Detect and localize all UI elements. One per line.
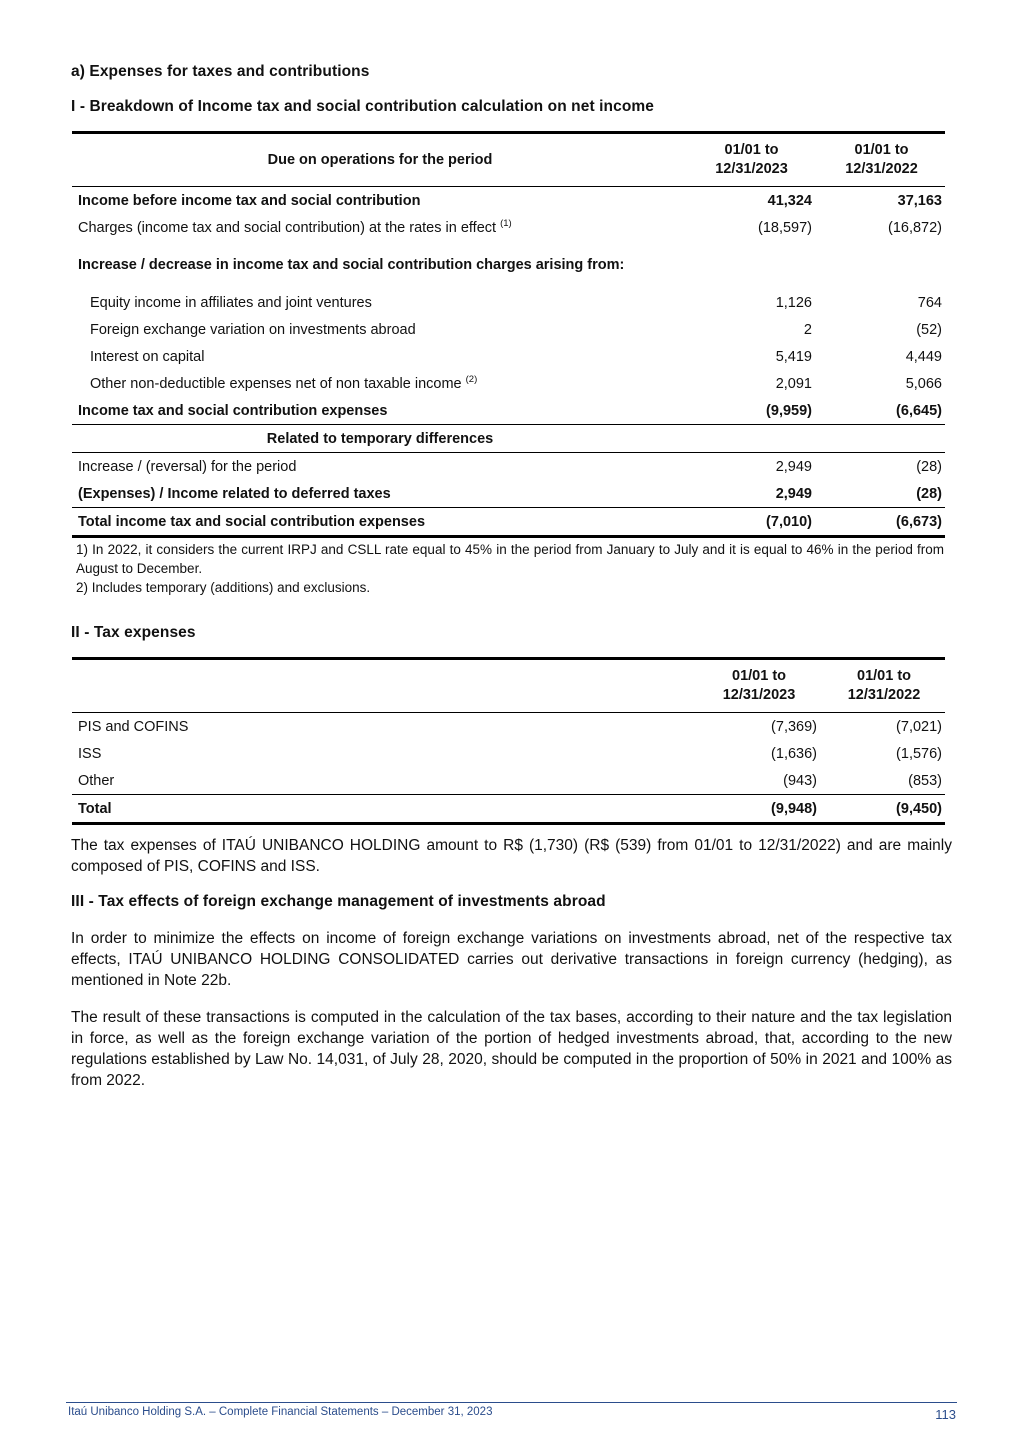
paragraph-hedging: In order to minimize the effects on income of foreign exchange variations on investments abroad, net of the respective tax effects, ITAÚ UNIBANCO HOLDING CONSOLIDATED carries out derivative transactions in foreign currency (hedging), as mentioned in Note 22b. — [71, 930, 952, 989]
row-value-2022: (16,872) — [887, 219, 942, 236]
row-value-2022: (9,450) — [820, 795, 945, 824]
table-header-row — [72, 133, 945, 187]
row-value-2022: (6,645) — [815, 397, 945, 425]
row-value-2022: (7,021) — [896, 718, 942, 735]
row-value-2022: (28) — [916, 458, 942, 475]
table-row — [72, 767, 945, 795]
heading-foreign-exchange: III - Tax effects of foreign exchange management of investments abroad — [71, 893, 606, 910]
table-row — [72, 214, 945, 241]
table-row — [72, 713, 945, 741]
table-row — [72, 289, 945, 316]
row-value-2023: 2,949 — [775, 485, 812, 502]
row-label-cell — [72, 370, 685, 397]
row-value-2023: 41,324 — [767, 192, 812, 209]
table-row — [72, 187, 945, 215]
row-value-2023: 2,949 — [775, 458, 812, 475]
footnote-1: 1) In 2022, it considers the current IRPJ and CSLL rate equal to 45% in the period from January to July and it is equal to 46% in the period from August to December. — [76, 542, 944, 576]
table-row — [72, 453, 945, 481]
header-col-2022 — [815, 133, 945, 187]
header-due-operations: Due on operations for the period — [72, 133, 685, 187]
footer-document-title: Itaú Unibanco Holding S.A. – Complete Financial Statements – December 31, 2023 — [68, 1406, 493, 1418]
row-label: Increase / decrease in income tax and social contribution charges arising from: — [78, 257, 625, 273]
row-value-2023: (1,636) — [771, 745, 817, 762]
row-label: ISS — [78, 745, 102, 762]
subheader-temporary-differences: Related to temporary differences — [72, 425, 685, 453]
table-row — [72, 316, 945, 343]
row-label: Equity income in affiliates and joint ventures — [90, 294, 372, 311]
row-value-2022: 4,449 — [905, 348, 942, 365]
table-total-row — [72, 508, 945, 537]
table-row — [72, 370, 945, 397]
row-label: Income tax and social contribution expenses — [72, 397, 685, 425]
footnote-ref: (1) — [500, 217, 512, 229]
row-label: Interest on capital — [90, 348, 205, 365]
row-value-2023: 2 — [803, 321, 812, 338]
table-subheader-row — [72, 425, 945, 453]
row-value-2023: (9,959) — [685, 397, 815, 425]
income-tax-breakdown-table — [72, 131, 945, 538]
footer-divider — [66, 1402, 957, 1403]
table-footnotes — [76, 540, 944, 597]
row-label: Other — [78, 772, 115, 789]
row-label: Total income tax and social contribution expenses — [72, 508, 685, 537]
footnote-ref: (2) — [465, 373, 478, 385]
row-value-2023: 2,091 — [775, 375, 812, 392]
row-label: Foreign exchange variation on investments abroad — [90, 321, 416, 338]
table-row — [72, 343, 945, 370]
heading-tax-expenses: II - Tax expenses — [71, 624, 196, 641]
row-value-2023: (18,597) — [757, 219, 812, 236]
row-label: Increase / (reversal) for the period — [78, 458, 297, 475]
table-row — [72, 397, 945, 425]
row-label: (Expenses) / Income related to deferred taxes — [78, 485, 391, 502]
row-value-2023: (943) — [783, 772, 817, 789]
row-label-cell — [72, 214, 685, 241]
row-value-2022: (1,576) — [896, 745, 942, 762]
row-value-2022: 764 — [917, 294, 942, 311]
header-col-2023 — [695, 659, 820, 713]
header-col-2022-line1: 01/01 to — [854, 142, 909, 158]
paragraph-tax-expenses: The tax expenses of ITAÚ UNIBANCO HOLDING amount to R$ (1,730) (R$ (539) from 01/01 to 12/31/2022) and are mainly composed of PIS, COFINS and ISS. — [71, 837, 952, 875]
header-col-2023-line2: 12/31/2023 — [715, 161, 788, 177]
row-label: Other non-deductible expenses net of non taxable income — [90, 375, 462, 392]
page-number: 113 — [935, 1407, 956, 1422]
row-value-2023: (7,369) — [771, 718, 817, 735]
tax-expenses-table — [72, 657, 945, 825]
table-row — [72, 241, 945, 289]
header-col-2023-line1: 01/01 to — [724, 142, 779, 158]
row-value-2022: (6,673) — [815, 508, 945, 537]
header-col-2023 — [685, 133, 815, 187]
row-label: Income before income tax and social contribution — [78, 192, 421, 209]
heading-breakdown-income-tax: I - Breakdown of Income tax and social contribution calculation on net income — [71, 98, 655, 115]
row-value-2023: (9,948) — [695, 795, 820, 824]
row-value-2022: (28) — [916, 485, 942, 502]
row-label: Total — [72, 795, 695, 824]
table-header-row — [72, 659, 945, 713]
header-col-2023-line1: 01/01 to — [732, 668, 786, 684]
table-row — [72, 740, 945, 767]
heading-expenses-taxes: a) Expenses for taxes and contributions — [71, 63, 370, 80]
row-value-2023: 5,419 — [775, 348, 812, 365]
paragraph-tax-bases: The result of these transactions is computed in the calculation of the tax bases, according to their nature and the tax legislation in force, as well as the foreign exchange variation of the portion of hedged investments abroad, that, according to the new regulations established by Law No. 14,031, of July 28, 2020, should be computed in the proportion of 50% in 2021 and 100% as from 2022. — [71, 1009, 952, 1089]
header-col-2022-line1: 01/01 to — [857, 668, 911, 684]
header-col-2022-line2: 12/31/2022 — [845, 161, 918, 177]
table-row — [72, 480, 945, 508]
row-value-2022: 5,066 — [905, 375, 942, 392]
header-col-2023-line2: 12/31/2023 — [722, 687, 796, 703]
row-value-2022: 37,163 — [897, 192, 942, 209]
row-label: PIS and COFINS — [78, 718, 189, 735]
row-value-2022: (52) — [916, 321, 942, 338]
row-value-2023: 1,126 — [775, 294, 812, 311]
row-value-2023: (7,010) — [685, 508, 815, 537]
row-value-2022: (853) — [908, 772, 942, 789]
table-total-row — [72, 795, 945, 824]
header-col-2022 — [820, 659, 945, 713]
footnote-2: 2) Includes temporary (additions) and exclusions. — [76, 580, 371, 595]
row-label: Charges (income tax and social contribution) at the rates in effect — [78, 219, 497, 236]
header-col-2022-line2: 12/31/2022 — [847, 687, 921, 703]
